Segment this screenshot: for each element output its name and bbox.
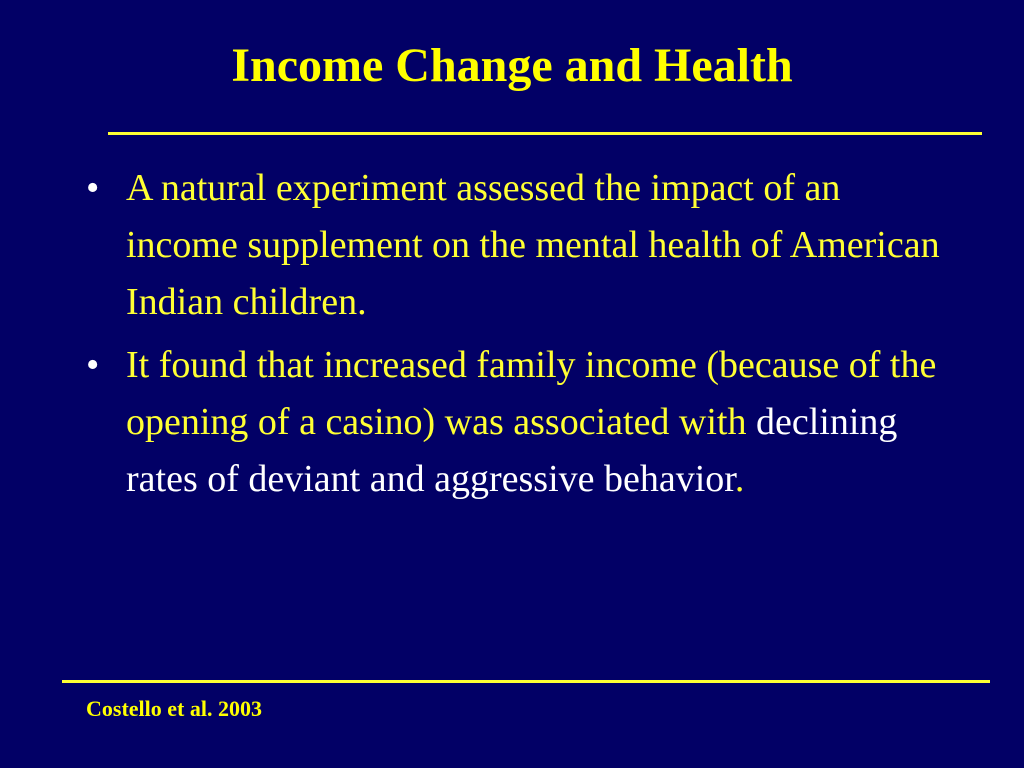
- bullet-item: [86, 337, 946, 508]
- slide-title: Income Change and Health: [231, 39, 793, 92]
- bullet-marker: •: [86, 167, 100, 209]
- bullet-item: [86, 160, 946, 331]
- citation: Costello et al. 2003: [86, 696, 262, 721]
- bullet-text-highlight: declining rates of deviant and aggressive behavior: [126, 401, 898, 500]
- bullet-list: [86, 160, 946, 514]
- title-divider: [108, 132, 982, 135]
- footer-divider: [62, 680, 990, 683]
- bullet-text: .: [734, 458, 745, 500]
- bullet-marker: •: [86, 344, 100, 386]
- bullet-text: A natural experiment assessed the impact of an income supplement on the mental health of American Indian children.: [126, 167, 940, 323]
- bullet-text: It found that increased family income (because of the opening of a casino) was associated with: [126, 344, 937, 443]
